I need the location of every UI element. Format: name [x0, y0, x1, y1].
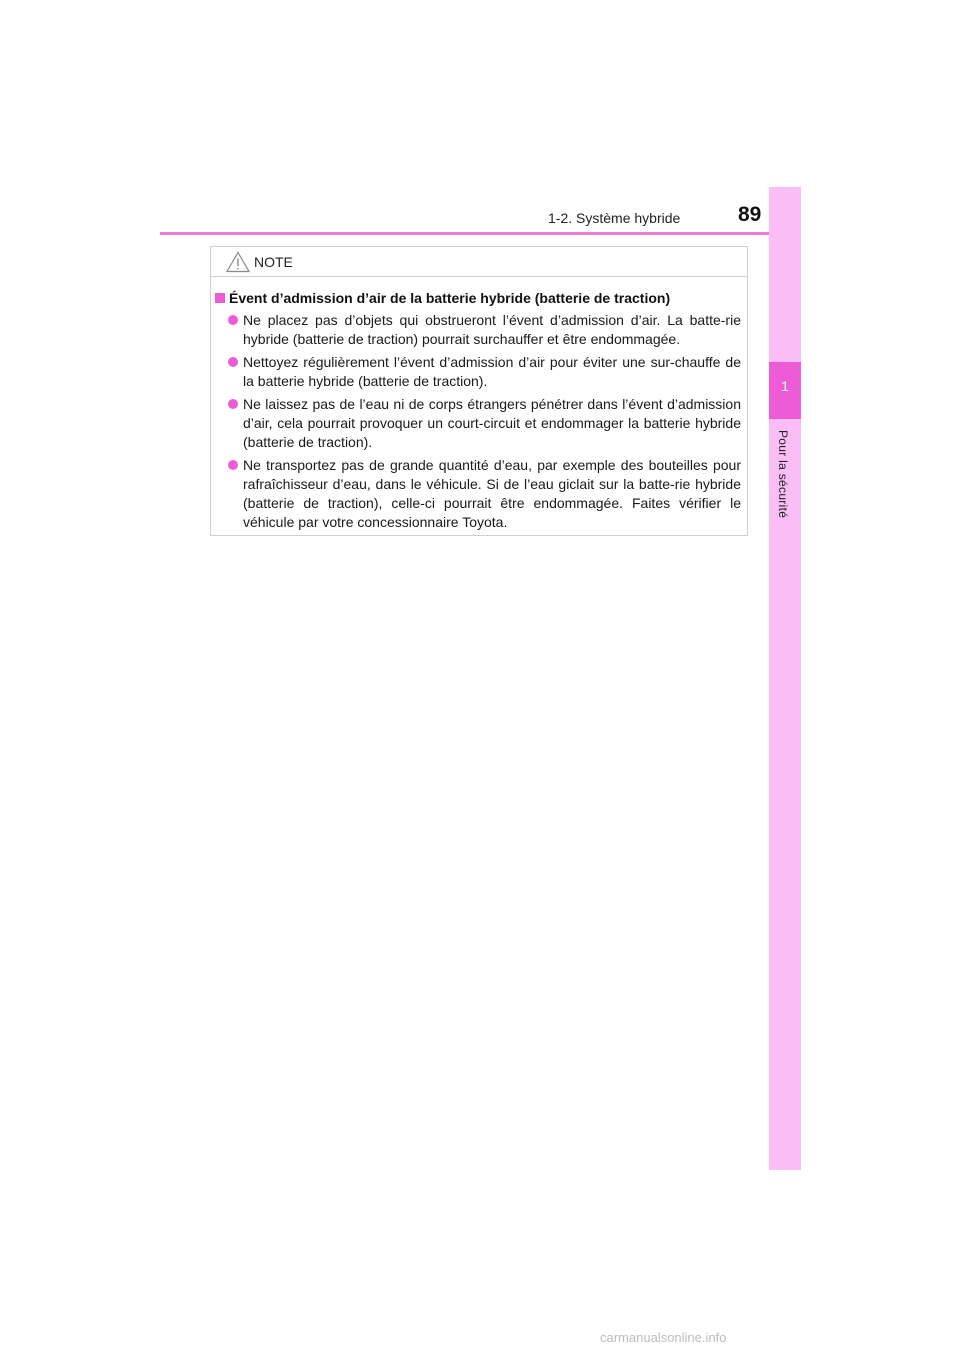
list-item	[243, 311, 741, 349]
list-item-text: Ne placez pas d’objets qui obstrueront l’évent d’admission d’air. La batte-rie hybride (batterie de traction) pourrait surchauffer et être endommagée.	[243, 312, 741, 347]
list-item-text: Nettoyez régulièrement l’évent d’admission d’air pour éviter une sur-chauffe de la batterie hybride (batterie de traction).	[243, 354, 741, 389]
page-number: 89	[738, 203, 762, 226]
chapter-label: Pour la sécurité	[776, 430, 790, 519]
footer-watermark: carmanualsonline.info	[600, 1330, 727, 1345]
note-title	[211, 289, 747, 308]
chapter-number: 1	[781, 378, 789, 394]
list-item-text: Ne laissez pas de l’eau ni de corps étrangers pénétrer dans l’évent d’admission d’air, cela pourrait provoquer un court-circuit et endommager la batterie hybride (batterie de traction).	[243, 396, 741, 450]
list-item	[243, 395, 741, 452]
note-title-text: Évent d’admission d’air de la batterie hybride (batterie de traction)	[229, 290, 671, 306]
list-item-text: Ne transportez pas de grande quantité d’eau, par exemple des bouteilles pour rafraîchisseur d’eau, dans le véhicule. Si de l’eau giclait sur la batte-rie hybride (batterie de traction), celle-ci pourrait être endommagée. Faites vérifier le véhicule par votre concessionnaire Toyota.	[243, 457, 741, 530]
round-bullet-icon	[228, 460, 238, 470]
section-title: 1-2. Système hybride	[548, 210, 681, 226]
round-bullet-icon	[228, 357, 238, 367]
round-bullet-icon	[228, 315, 238, 325]
note-label: NOTE	[254, 254, 293, 270]
note-body	[211, 289, 747, 532]
list-item	[243, 456, 741, 532]
chapter-side-tab	[769, 187, 801, 1170]
warning-triangle-icon	[226, 251, 250, 273]
note-header	[211, 247, 747, 277]
list-item	[243, 353, 741, 391]
square-bullet-icon	[215, 293, 225, 303]
header-rule	[160, 232, 800, 235]
round-bullet-icon	[228, 399, 238, 409]
note-box	[210, 246, 748, 536]
